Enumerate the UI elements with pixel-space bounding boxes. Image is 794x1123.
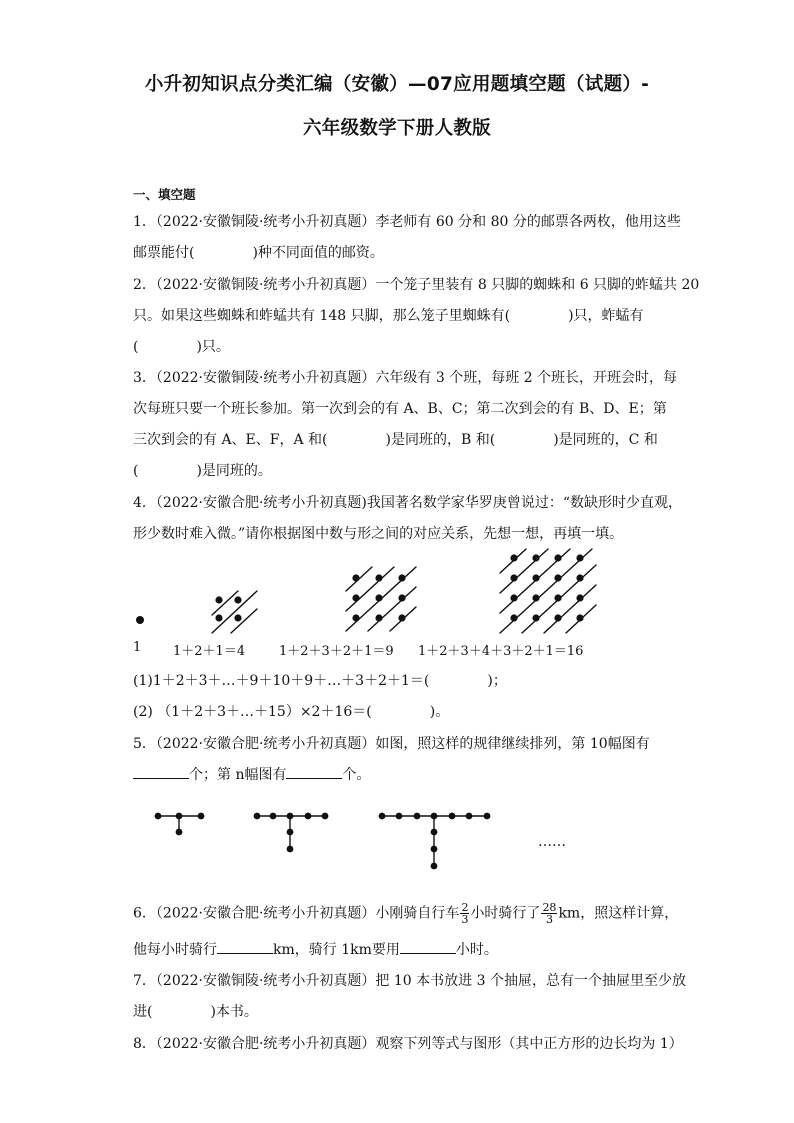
q4-caption-2: 1＋2＋1＝4 — [173, 644, 246, 659]
dot — [287, 813, 294, 820]
q1-line2 — [133, 244, 384, 262]
q4-sub1-text-b: )； — [487, 673, 507, 689]
dot — [431, 863, 438, 870]
q4-figure-4 — [500, 549, 596, 633]
dot — [287, 846, 294, 853]
q4-dot-figures — [0, 545, 794, 645]
q4-caption-1: 1 — [133, 640, 142, 655]
dot — [352, 574, 359, 581]
q5-ellipsis: …… — [538, 834, 566, 850]
q5-line1: 5．（2022·安徽合肥·统考小升初真题）如图，照这样的规律继续排列，第 10幅图有 — [133, 736, 650, 752]
q3-text-e: )是同班的。 — [196, 463, 272, 479]
dot — [431, 813, 438, 820]
q4-figure-3 — [346, 567, 416, 631]
q5-nth-blank[interactable] — [286, 766, 342, 779]
q5-figure-3 — [379, 813, 491, 870]
dot — [234, 614, 241, 621]
dot — [414, 813, 421, 820]
q6-line1 — [133, 902, 678, 925]
q4-sub1-text-a: (1)1＋2＋3＋…＋9＋10＋9＋…＋3＋2＋1＝( — [133, 673, 430, 689]
q4-line1: 4．（2022·安徽合肥·统考小升初真题)我国著名数学家华罗庚曾说过：“数缺形时少直观， — [133, 495, 683, 511]
section-heading: 一、填空题 — [133, 187, 196, 202]
q4-caption-4: 1＋2＋3＋4＋3＋2＋1＝16 — [418, 644, 584, 659]
q4-caption-3: 1＋2＋3＋2＋1＝9 — [279, 644, 394, 659]
q5-pattern-figures — [0, 810, 794, 870]
document-title-line1: 小升初知识点分类汇编（安徽）—07应用题填空题（试题）- — [144, 74, 650, 95]
dot — [466, 813, 473, 820]
q7-text-a: 进( — [133, 1004, 153, 1020]
dot — [352, 614, 359, 621]
dot — [155, 813, 162, 820]
q6-fraction-km-denominator: 3 — [545, 913, 553, 926]
q3-line3 — [133, 431, 658, 449]
dot — [270, 813, 277, 820]
dot — [484, 813, 491, 820]
q2-line2 — [133, 307, 644, 325]
q3-text-b: )是同班的，B 和( — [385, 432, 496, 448]
dot — [305, 813, 312, 820]
q6-text-a: 6．（2022·安徽合肥·统考小升初真题）小刚骑自行车 — [133, 905, 460, 922]
q5-line2 — [133, 766, 370, 784]
dot — [352, 594, 359, 601]
q5-figure-1 — [155, 813, 205, 836]
q6-fraction-km — [541, 902, 557, 925]
q6-time-blank[interactable] — [400, 941, 456, 954]
q5-text-b: 个。 — [342, 767, 371, 783]
q1-line1: 1．（2022·安徽铜陵·统考小升初真题）李老师有 60 分和 80 分的邮票各两枚，他用这些 — [133, 214, 681, 230]
q2-text-a: 只。如果这些蜘蛛和蚱蜢共有 148 只脚，那么笼子里蜘蛛有( — [133, 308, 511, 324]
q6-text-b: 小时骑行了 — [470, 905, 541, 922]
dot — [254, 813, 261, 820]
q6-speed-blank[interactable] — [217, 941, 273, 954]
q6-text-f: 小时。 — [455, 942, 498, 958]
dot — [198, 813, 205, 820]
q7-text-b: )本书。 — [210, 1004, 258, 1020]
q4-figure-2 — [212, 591, 257, 633]
q6-fraction-hours — [460, 902, 469, 925]
dot — [449, 813, 456, 820]
dot — [287, 829, 294, 836]
q3-text-c: )是同班的，C 和 — [553, 432, 658, 448]
q3-text-d: ( — [133, 463, 139, 479]
dot — [215, 596, 222, 603]
dot — [234, 596, 241, 603]
q3-line1: 3．（2022·安徽铜陵·统考小升初真题）六年级有 3 个班，每班 2 个班长，开班会时，每 — [133, 370, 678, 386]
q6-fraction-hours-denominator: 3 — [461, 913, 469, 926]
q6-fraction-hours-numerator: 2 — [461, 901, 469, 914]
dot — [215, 614, 222, 621]
q6-text-e: km，骑行 1km要用 — [273, 942, 400, 958]
dot — [396, 813, 403, 820]
q7-line2 — [133, 1003, 258, 1021]
q4-sub2-text-b: )。 — [429, 704, 450, 720]
q3-line2: 次每班只要一个班长参加。第一次到会的有 A、B、C；第二次到会的有 B、D、E；第 — [133, 401, 667, 417]
dot — [176, 829, 183, 836]
dot — [136, 616, 144, 624]
dot — [431, 829, 438, 836]
q2-text-c: ( — [133, 339, 139, 355]
q6-text-d: 他每小时骑行 — [133, 942, 217, 958]
q1-text-b: )种不同面值的邮资。 — [252, 245, 384, 261]
q2-text-d: )只。 — [196, 339, 230, 355]
q6-text-c: km，照这样计算， — [558, 905, 679, 922]
dot — [176, 813, 183, 820]
q8-line1: 8．（2022·安徽合肥·统考小升初真题）观察下列等式与图形（其中正方形的边长均为 1） — [133, 1036, 683, 1052]
q5-text-a: 个；第 n幅图有 — [189, 767, 287, 783]
q6-line2 — [133, 941, 498, 959]
q4-sub1 — [133, 672, 507, 690]
q5-figure-2 — [254, 813, 329, 853]
q4-sub2-text-a: (2) （1＋2＋3＋…＋15）×2＋16＝( — [133, 704, 372, 720]
q2-text-b: )只，蚱蜢有 — [568, 308, 644, 324]
dot — [379, 813, 386, 820]
q3-line4 — [133, 462, 272, 480]
q1-text-a: 邮票能付( — [133, 245, 195, 261]
q7-line1: 7．（2022·安徽铜陵·统考小升初真题）把 10 本书放进 3 个抽屉，总有一个抽屉里至少放 — [133, 973, 686, 989]
q4-sub2 — [133, 703, 449, 721]
q6-fraction-km-numerator: 28 — [542, 901, 557, 914]
document-title-line2: 六年级数学下册人教版 — [302, 118, 491, 139]
q4-line2: 形少数时难入微。”请你根据图中数与形之间的对应关系，先想一想，再填一填。 — [133, 526, 624, 542]
q3-text-a: 三次到会的有 A、E、F，A 和( — [133, 432, 328, 448]
q2-line1: 2．（2022·安徽铜陵·统考小升初真题）一个笼子里装有 8 只脚的蜘蛛和 6 只脚的蚱蜢共 20 — [133, 277, 700, 293]
dot — [322, 813, 329, 820]
dot — [431, 846, 438, 853]
q2-line3 — [133, 338, 230, 356]
q5-tenth-blank[interactable] — [133, 766, 189, 779]
